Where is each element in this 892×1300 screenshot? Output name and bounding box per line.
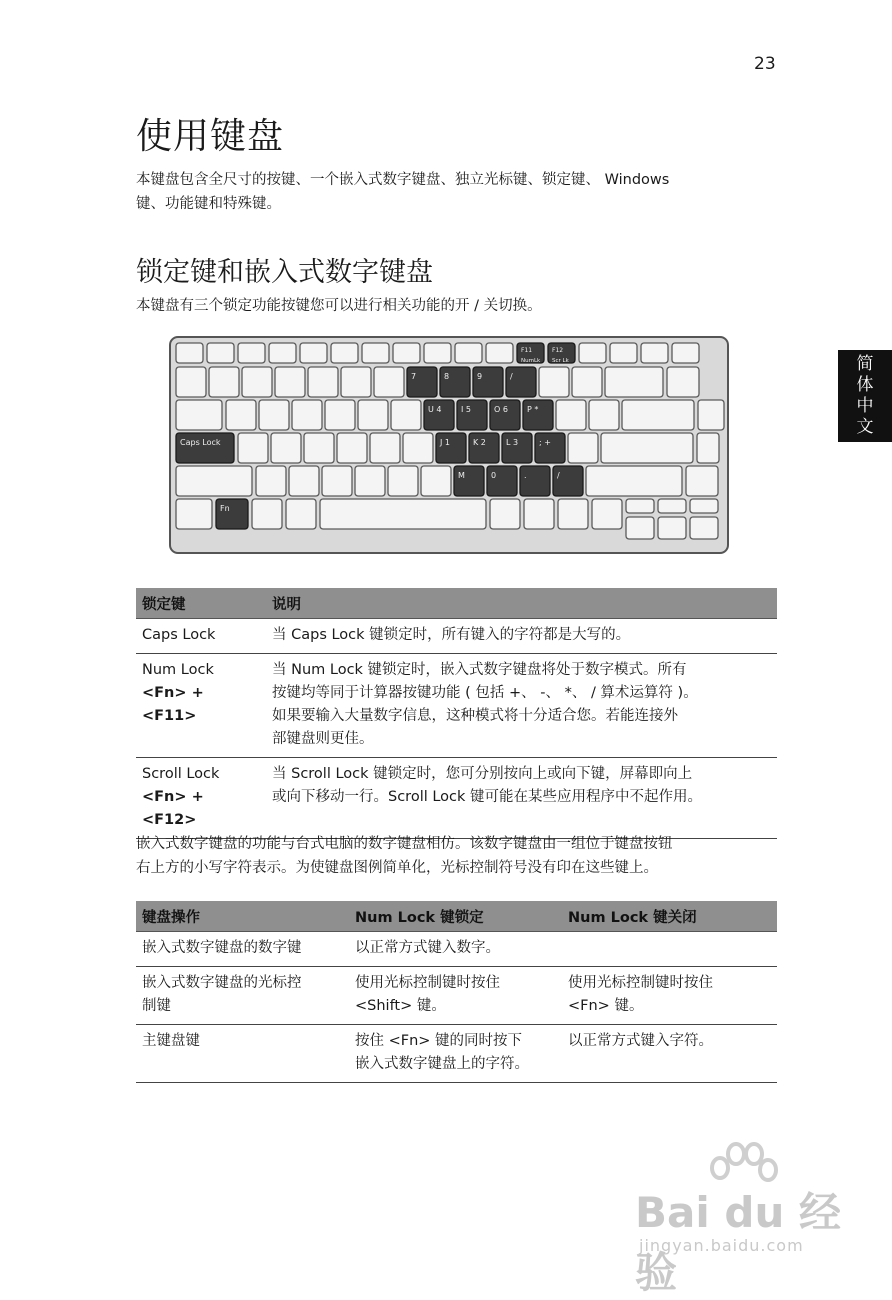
table-header-row (136, 901, 777, 932)
desc-line: 当 Caps Lock 键锁定时，所有键入的字符都是大写的。 (272, 627, 631, 643)
on-line: 使用光标控制键时按住 (355, 975, 500, 991)
lock-keys-table (136, 588, 777, 839)
key (304, 433, 334, 463)
page-number: 23 (754, 54, 776, 74)
key (556, 400, 586, 430)
key-space (320, 499, 486, 529)
key-label: 8 (444, 372, 450, 381)
key-function (610, 343, 637, 363)
intro-line-1: 本键盘包含全尺寸的按键、一个嵌入式数字键盘、独立光标键、锁定键、 Windows (136, 172, 670, 188)
operation-cell (136, 1025, 349, 1083)
key-numpad (520, 466, 550, 496)
table-row (136, 654, 777, 758)
key (292, 400, 322, 430)
key-ctrl (176, 499, 212, 529)
key-label: M (458, 471, 465, 480)
key-tab (176, 400, 222, 430)
key (403, 433, 433, 463)
key-arrow-left (626, 517, 654, 539)
key-numpad (454, 466, 484, 496)
key (391, 400, 421, 430)
key (686, 466, 718, 496)
desc-line: 按键均等同于计算器按键功能 ( 包括 +、 -、 *、 / 算术运算符 )。 (272, 685, 698, 701)
key (209, 367, 239, 397)
key-label: I 5 (461, 405, 471, 414)
key (667, 367, 699, 397)
off-line: 使用光标控制键时按住 (568, 975, 713, 991)
key (355, 466, 385, 496)
key (589, 400, 619, 430)
key-function (331, 343, 358, 363)
key-label: Fn (220, 504, 230, 513)
keyboard-ops-table (136, 901, 777, 1083)
numlock-on-cell (349, 932, 562, 967)
key-function (486, 343, 513, 363)
key-numpad (473, 367, 503, 397)
lock-key-cell (136, 654, 266, 758)
key (539, 367, 569, 397)
key (256, 466, 286, 496)
key-numpad (457, 400, 487, 430)
key (697, 433, 719, 463)
language-tab (838, 350, 892, 442)
lang-char: 文 (856, 417, 874, 437)
on-line: 以正常方式键入数字。 (355, 940, 500, 956)
key-backslash (622, 400, 694, 430)
key-label: / (510, 372, 513, 381)
off-line: 以正常方式键入字符。 (568, 1033, 713, 1049)
table-row (136, 758, 777, 839)
description-cell (266, 654, 777, 758)
key (374, 367, 404, 397)
key-label: J 1 (440, 438, 450, 447)
key-name: Scroll Lock (142, 766, 220, 782)
key (698, 400, 724, 430)
operation-cell (136, 932, 349, 967)
key (341, 367, 371, 397)
desc-line: 当 Scroll Lock 键锁定时，您可分别按向上或向下键，屏幕即向上 (272, 766, 693, 782)
key-function (393, 343, 420, 363)
key-function (455, 343, 482, 363)
key (271, 433, 301, 463)
key-function (424, 343, 451, 363)
watermark-url: jingyan.baidu.com (639, 1236, 804, 1255)
description-cell (266, 758, 777, 839)
keyboard-svg (168, 335, 730, 555)
on-line: 按住 <Fn> 键的同时按下 (355, 1033, 523, 1049)
numlock-off-cell (562, 967, 777, 1025)
key (176, 367, 206, 397)
key (421, 466, 451, 496)
key-combo: <Fn> + <F11> (142, 685, 204, 724)
key-arrow-up (658, 499, 686, 513)
baidu-watermark (605, 1140, 855, 1297)
key-shift-right (586, 466, 682, 496)
key-label: U 4 (428, 405, 442, 414)
key-label: O 6 (494, 405, 508, 414)
key-function (672, 343, 699, 363)
key (337, 433, 367, 463)
desc-line: 或向下移动一行。Scroll Lock 键可能在某些应用程序中不起作用。 (272, 789, 703, 805)
table-row (136, 932, 777, 967)
key-f12 (548, 343, 575, 364)
key-function (207, 343, 234, 363)
key-numpad (424, 400, 454, 430)
desc-line: 如果要输入大量数字信息，这种模式将十分适合您。若能连接外 (272, 708, 678, 724)
key-function (176, 343, 203, 363)
table-header-row (136, 588, 777, 619)
key-function (238, 343, 265, 363)
op-line: 制键 (142, 998, 171, 1014)
key (325, 400, 355, 430)
key-numpad (487, 466, 517, 496)
key (289, 466, 319, 496)
intro-line-2: 键、功能键和特殊键。 (136, 196, 281, 212)
key (592, 499, 622, 529)
key-function (579, 343, 606, 363)
key (558, 499, 588, 529)
key-numpad (469, 433, 499, 463)
key (242, 367, 272, 397)
table-row (136, 1025, 777, 1083)
key-numpad (523, 400, 553, 430)
key (490, 499, 520, 529)
key-caps-lock (176, 433, 234, 463)
op-line: 嵌入式数字键盘的光标控 (142, 975, 302, 991)
key-shift-left (176, 466, 252, 496)
key-numpad (490, 400, 520, 430)
key-numpad (535, 433, 565, 463)
key-page-up (626, 499, 654, 513)
key-combo: <Fn> + <F12> (142, 789, 204, 828)
key (308, 367, 338, 397)
key-function (269, 343, 296, 363)
lang-char: 体 (856, 375, 874, 395)
section-intro: 本键盘有三个锁定功能按键您可以进行相关功能的开 / 关切换。 (136, 298, 542, 314)
section-title: 锁定键和嵌入式数字键盘 (136, 257, 433, 288)
key (358, 400, 388, 430)
keypad-paragraph (136, 832, 786, 880)
desc-line: 当 Num Lock 键锁定时，嵌入式数字键盘将处于数字模式。所有 (272, 662, 687, 678)
key-label: Caps Lock (180, 438, 221, 447)
operation-cell (136, 967, 349, 1025)
header-lock-key: 锁定键 (136, 588, 266, 619)
key-enter (601, 433, 693, 463)
key-numpad (440, 367, 470, 397)
keypad-line-1: 嵌入式数字键盘的功能与台式电脑的数字键盘相仿。该数字键盘由一组位于键盘按钮 (136, 836, 673, 852)
numlock-on-cell (349, 1025, 562, 1083)
key (226, 400, 256, 430)
key (238, 433, 268, 463)
key-label: K 2 (473, 438, 486, 447)
lock-key-cell (136, 619, 266, 654)
key-name: Num Lock (142, 662, 214, 678)
header-numlock-on: Num Lock 键锁定 (349, 901, 562, 932)
key-function (641, 343, 668, 363)
key-arrow-down (658, 517, 686, 539)
numlock-off-cell (562, 932, 777, 967)
table-row (136, 619, 777, 654)
key-sublabel: Scr Lk (552, 358, 569, 364)
key-label: L 3 (506, 438, 519, 447)
key-label: P * (527, 405, 539, 414)
key-sublabel: NumLk (521, 358, 541, 364)
key-numpad (506, 367, 536, 397)
lang-char: 简 (856, 354, 874, 374)
on-line: 嵌入式数字键盘上的字符。 (355, 1056, 529, 1072)
page-title: 使用键盘 (136, 116, 285, 157)
key-label: . (524, 471, 527, 480)
key-function (300, 343, 327, 363)
key-label: 0 (491, 471, 497, 480)
key (252, 499, 282, 529)
lock-key-cell (136, 758, 266, 839)
on-line: <Shift> 键。 (355, 998, 446, 1014)
key-label: 9 (477, 372, 483, 381)
numlock-off-cell (562, 1025, 777, 1083)
key-backspace (605, 367, 663, 397)
key-label: F12 (552, 347, 564, 354)
key (275, 367, 305, 397)
key-function (362, 343, 389, 363)
description-cell (266, 619, 777, 654)
key-label: / (557, 471, 560, 480)
desc-line: 部键盘则更佳。 (272, 731, 374, 747)
key (322, 466, 352, 496)
key (568, 433, 598, 463)
watermark-brand: Bai du 经验 (635, 1188, 841, 1297)
keypad-line-2: 右上方的小写字符表示。为使键盘图例简单化，光标控制符号没有印在这些键上。 (136, 860, 658, 876)
key (370, 433, 400, 463)
key-numpad (553, 466, 583, 496)
key-f11 (517, 343, 544, 364)
lang-char: 中 (856, 396, 874, 416)
key-label: 7 (411, 372, 417, 381)
key-name: Caps Lock (142, 627, 216, 643)
intro-paragraph (136, 168, 786, 216)
key (286, 499, 316, 529)
key-fn (216, 499, 248, 529)
op-line: 主键盘键 (142, 1033, 200, 1049)
op-line: 嵌入式数字键盘的数字键 (142, 940, 302, 956)
key (388, 466, 418, 496)
off-line: <Fn> 键。 (568, 998, 644, 1014)
key-label: ; + (539, 438, 551, 447)
header-description: 说明 (266, 588, 777, 619)
header-numlock-off: Num Lock 键关闭 (562, 901, 777, 932)
key (259, 400, 289, 430)
key (524, 499, 554, 529)
key-numpad (407, 367, 437, 397)
key-page-down (690, 499, 718, 513)
key-label: F11 (521, 347, 533, 354)
numlock-on-cell (349, 967, 562, 1025)
table-row (136, 967, 777, 1025)
key-numpad (436, 433, 466, 463)
header-operation: 键盘操作 (136, 901, 349, 932)
keyboard-illustration (168, 335, 730, 555)
key (572, 367, 602, 397)
key-arrow-right (690, 517, 718, 539)
key-numpad (502, 433, 532, 463)
